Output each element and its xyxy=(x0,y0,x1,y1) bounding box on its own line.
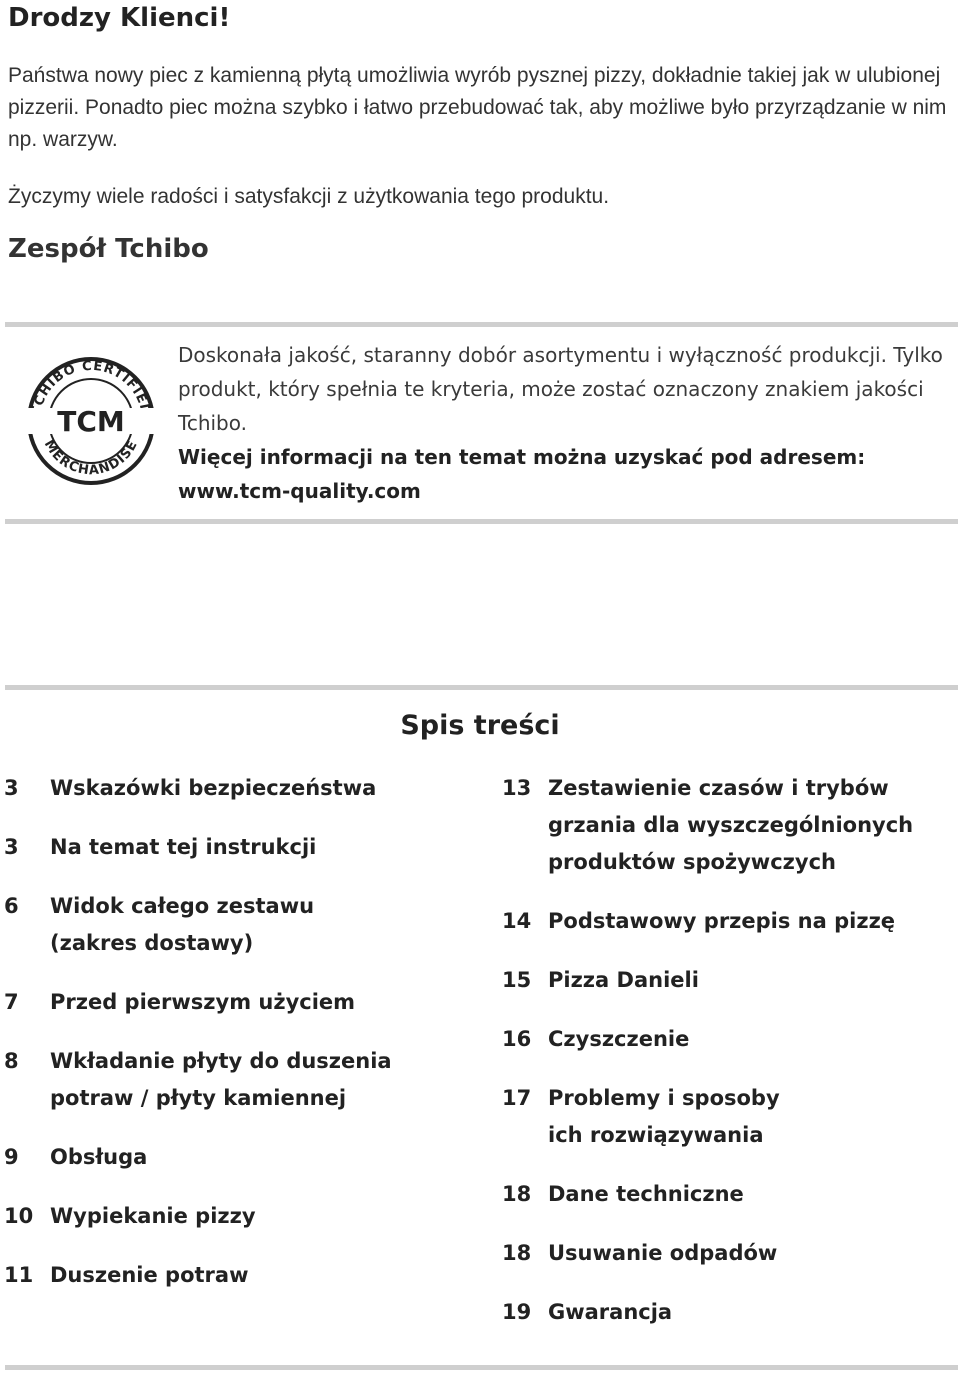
toc-page-number: 10 xyxy=(4,1204,34,1228)
tcm-description: Doskonała jakość, staranny dobór asortymentu i wyłączność produkcji. Tylko produkt, który spełnia te kryteria, może zostać oznaczony znakiem jakości Tchibo. xyxy=(178,343,943,435)
divider xyxy=(5,322,958,327)
toc-page-number: 15 xyxy=(502,968,532,992)
toc-item xyxy=(4,1257,444,1294)
toc-label: Gwarancja xyxy=(548,1300,673,1324)
divider xyxy=(5,519,958,524)
toc-label: Wkładanie płyty do duszenia potraw / płyty kamiennej xyxy=(50,1049,392,1110)
toc-page-number: 13 xyxy=(502,776,532,800)
toc-item xyxy=(4,888,444,962)
intro-section xyxy=(8,60,953,213)
toc-page-number: 9 xyxy=(4,1145,19,1169)
toc-label: Czyszczenie xyxy=(548,1027,690,1051)
toc-label: Duszenie potraw xyxy=(50,1263,249,1287)
toc-page-number: 7 xyxy=(4,990,19,1014)
toc-item xyxy=(4,770,444,807)
toc-label: Wypiekanie pizzy xyxy=(50,1204,256,1228)
toc-page-number: 3 xyxy=(4,776,19,800)
toc-title: Spis treści xyxy=(400,710,560,741)
toc-item xyxy=(4,1139,444,1176)
toc-item xyxy=(502,962,942,999)
tcm-info xyxy=(178,338,953,508)
toc-label: Widok całego zestawu (zakres dostawy) xyxy=(50,894,315,955)
toc-page-number: 18 xyxy=(502,1182,532,1206)
toc-label: Przed pierwszym użyciem xyxy=(50,990,356,1014)
page-title: Drodzy Klienci! xyxy=(8,3,231,33)
toc-page-number: 8 xyxy=(4,1049,19,1073)
toc-page-number: 11 xyxy=(4,1263,34,1287)
toc-page-number: 16 xyxy=(502,1027,532,1051)
toc-label: Usuwanie odpadów xyxy=(548,1241,778,1265)
toc-item xyxy=(502,1235,942,1272)
toc-label: Na temat tej instrukcji xyxy=(50,835,317,859)
toc-label: Obsługa xyxy=(50,1145,148,1169)
tcm-logo xyxy=(26,356,156,486)
toc-page-number: 17 xyxy=(502,1086,532,1110)
toc-item xyxy=(502,1080,942,1154)
intro-paragraph: Państwa nowy piec z kamienną płytą umożliwia wyrób pysznej pizzy, dokładnie takiej jak w ulubionej pizzerii. Ponadto piec można szybko i łatwo przebudować tak, aby możliwe było przyrządzanie w nim np. warzyw. xyxy=(8,64,947,151)
toc-left-column xyxy=(4,770,444,1316)
toc-label: Wskazówki bezpieczeństwa xyxy=(50,776,377,800)
svg-text:MERCHANDISE: MERCHANDISE xyxy=(40,437,142,479)
toc-label: Dane techniczne xyxy=(548,1182,744,1206)
toc-label: Problemy i sposoby ich rozwiązywania xyxy=(548,1086,780,1147)
wish-paragraph: Życzymy wiele radości i satysfakcji z użytkowania tego produktu. xyxy=(8,185,610,208)
toc-page-number: 18 xyxy=(502,1241,532,1265)
toc-item xyxy=(502,770,942,881)
toc-item xyxy=(502,1021,942,1058)
toc-item xyxy=(4,1198,444,1235)
toc-page-number: 14 xyxy=(502,909,532,933)
toc-item xyxy=(502,1294,942,1331)
toc-label: Zestawienie czasów i trybów grzania dla wyszczególnionych produktów spożywczych xyxy=(548,776,914,874)
divider xyxy=(5,685,958,690)
toc-item xyxy=(4,984,444,1021)
toc-label: Podstawowy przepis na pizzę xyxy=(548,909,896,933)
toc-page-number: 3 xyxy=(4,835,19,859)
toc-page-number: 6 xyxy=(4,894,19,918)
toc-item xyxy=(4,1043,444,1117)
toc-right-column xyxy=(502,770,942,1353)
toc-page-number: 19 xyxy=(502,1300,532,1324)
team-signature: Zespół Tchibo xyxy=(8,234,209,264)
svg-text:TCHIBO CERTIFIED: CHIBO CERTIFIE xyxy=(31,358,150,409)
toc-item xyxy=(502,903,942,940)
tcm-more-info: Więcej informacji na ten temat można uzyskać pod adresem: www.tcm-quality.com xyxy=(178,445,866,503)
toc-label: Pizza Danieli xyxy=(548,968,699,992)
toc-item xyxy=(4,829,444,866)
divider xyxy=(5,1365,958,1370)
toc-item xyxy=(502,1176,942,1213)
tcm-logo-center-text: TCM xyxy=(57,405,125,438)
